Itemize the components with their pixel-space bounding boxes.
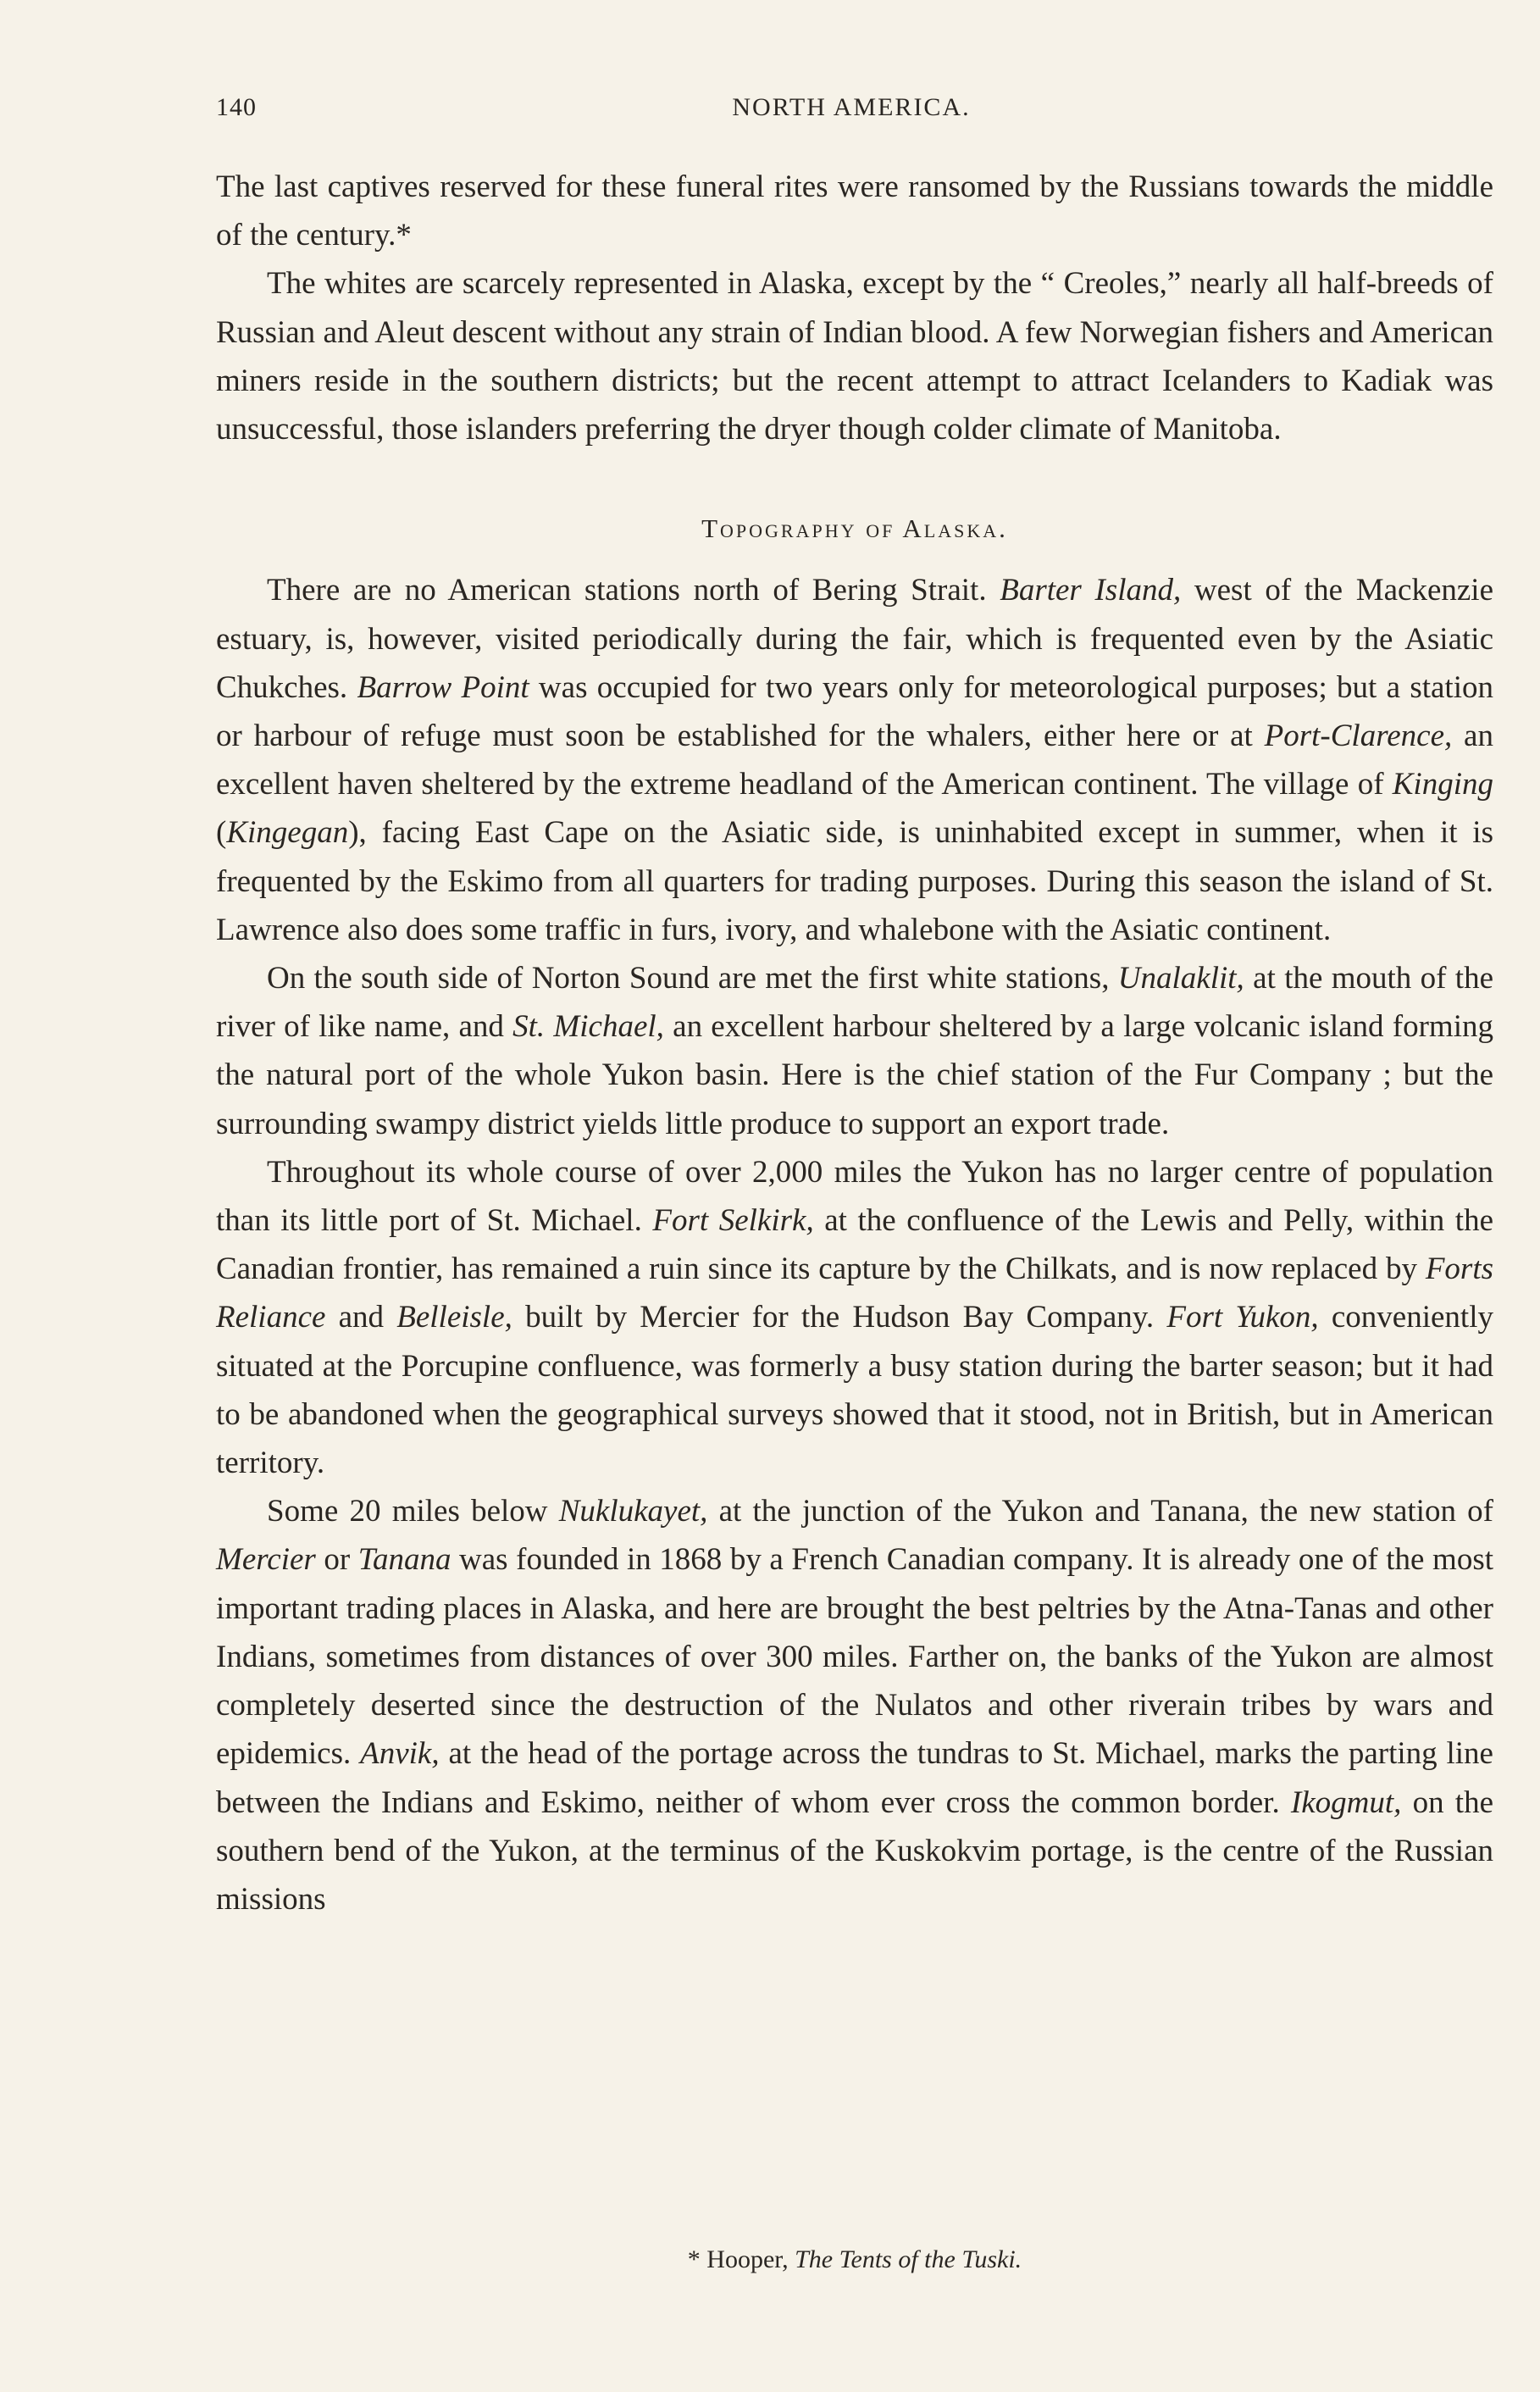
placename-forts-reliance: Forts Reliance xyxy=(216,1251,1493,1335)
text-run: was founded in 1868 by a French Canadian company. It is already one of the most important trading places in Alaska, and here are brought the best peltries by the Atna-Tanas and other Indians, sometimes from distances of over 300 miles. Farther on, the banks of the Yukon are almost completely deserted since the destruction of the Nulatos and other riverain tribes by wars and epidemics. xyxy=(216,1542,1494,1772)
placename-kingegan: Kingegan xyxy=(226,815,349,851)
running-head xyxy=(216,93,1487,130)
placename-anvik: Anvik, xyxy=(360,1736,440,1772)
placename-mercier: Mercier xyxy=(216,1542,316,1578)
paragraph-1: The last captives reserved for these funeral rites were ransomed by the Russians towards the middle of the century.* xyxy=(216,169,1493,253)
text-run: west of the Mackenzie estuary, is, however, visited periodically during the fair, which is frequented even by the Asiatic Chukches. xyxy=(216,573,1493,705)
placename-fort-yukon: Fort Yukon, xyxy=(1166,1300,1319,1335)
paragraph-6 xyxy=(216,1487,1493,1923)
placename-barrow-point: Barrow Point xyxy=(357,669,529,705)
paragraph-2: The whites are scarcely represented in Alaska, except by the “ Creoles,” nearly all half-breeds of Russian and Aleut descent without any strain of Indian blood. A few Norwegian fishers and American miners reside in the southern districts; but the recent attempt to attract Icelanders to Kadiak was unsuccessful, those islanders preferring the dryer though colder climate of Manitoba. xyxy=(216,266,1493,447)
section-heading: Topography of Alaska. xyxy=(701,513,1008,544)
paragraph-4 xyxy=(216,954,1493,1148)
text-run: on the southern bend of the Yukon, at the terminus of the Kuskokvim portage, is the centre of the Russian missions xyxy=(216,1784,1494,1917)
text-run: was occupied for two years only for meteorological purposes; but a station or harbour of refuge must soon be established for the whalers, either here or at xyxy=(216,669,1493,754)
text-run: at the mouth of the river of like name, and xyxy=(216,961,1493,1045)
placename-ikogmut: Ikogmut, xyxy=(1290,1784,1402,1820)
placename-barter-island: Barter Island, xyxy=(1000,573,1182,608)
text-run: at the junction of the Yukon and Tanana, the new station of xyxy=(707,1494,1493,1529)
page-number: 140 xyxy=(216,93,257,121)
text-run: Some 20 miles below xyxy=(267,1494,559,1529)
text-run: at the head of the portage across the tundras to St. Michael, marks the parting line between the Indians and Eskimo, neither of whom ever cross the common border. xyxy=(216,1736,1493,1820)
footnote xyxy=(216,2245,1493,2274)
placename-tanana: Tanana xyxy=(357,1542,451,1578)
text-run: an excellent haven sheltered by the extreme headland of the American continent. The village of xyxy=(216,719,1493,802)
text-run: conveniently situated at the Porcupine confluence, was formerly a busy station during the barter season; but it had to be abandoned when the geographical surveys showed that it stood, not in British, but in American territory. xyxy=(216,1300,1493,1481)
placename-belleisle: Belleisle, xyxy=(396,1300,512,1335)
text-run: an excellent harbour sheltered by a large volcanic island forming the natural port of the whole Yukon basin. Here is the chief station of the Fur Company ; but the surrounding swampy district yields little produce to support an export trade. xyxy=(216,1009,1493,1141)
body-text xyxy=(216,163,1493,1923)
placename-fort-selkirk: Fort Selkirk, xyxy=(652,1203,814,1239)
text-run: at the confluence of the Lewis and Pelly, within the Canadian frontier, has remained a ruin since its capture by the Chilkats, and is now replaced by xyxy=(216,1203,1493,1287)
placename-nuklukayet: Nuklukayet, xyxy=(558,1494,708,1529)
paragraph-3 xyxy=(216,566,1493,954)
placename-st-michael: St. Michael, xyxy=(512,1009,664,1045)
text-run: On the south side of Norton Sound are met the first white stations, xyxy=(267,961,1118,996)
placename-kinging: Kinging xyxy=(1392,767,1493,802)
text-run: Throughout its whole course of over 2,000 miles the Yukon has no larger centre of population than its little port of St. Michael. xyxy=(216,1154,1493,1239)
text-run: ), facing East Cape on the Asiatic side, is uninhabited except in summer, when it is frequented by the Eskimo from all quarters for trading purposes. During this season the island of St. Lawrence also does some traffic in furs, ivory, and whalebone with the Asiatic continent. xyxy=(216,815,1493,947)
text-run: and xyxy=(325,1300,397,1335)
footnote-title: The Tents of the Tuski. xyxy=(795,2245,1022,2273)
text-run: or xyxy=(315,1542,358,1578)
placename-port-clarence: Port-Clarence, xyxy=(1264,719,1453,754)
footnote-prefix: * Hooper, xyxy=(687,2245,795,2273)
text-run: built by Mercier for the Hudson Bay Company. xyxy=(512,1300,1167,1335)
text-run: There are no American stations north of Bering Strait. xyxy=(267,573,1000,608)
running-title: NORTH AMERICA. xyxy=(732,93,971,121)
placename-unalaklit: Unalaklit, xyxy=(1117,961,1244,996)
paragraph-5 xyxy=(216,1148,1493,1487)
text-run: ( xyxy=(216,815,227,851)
